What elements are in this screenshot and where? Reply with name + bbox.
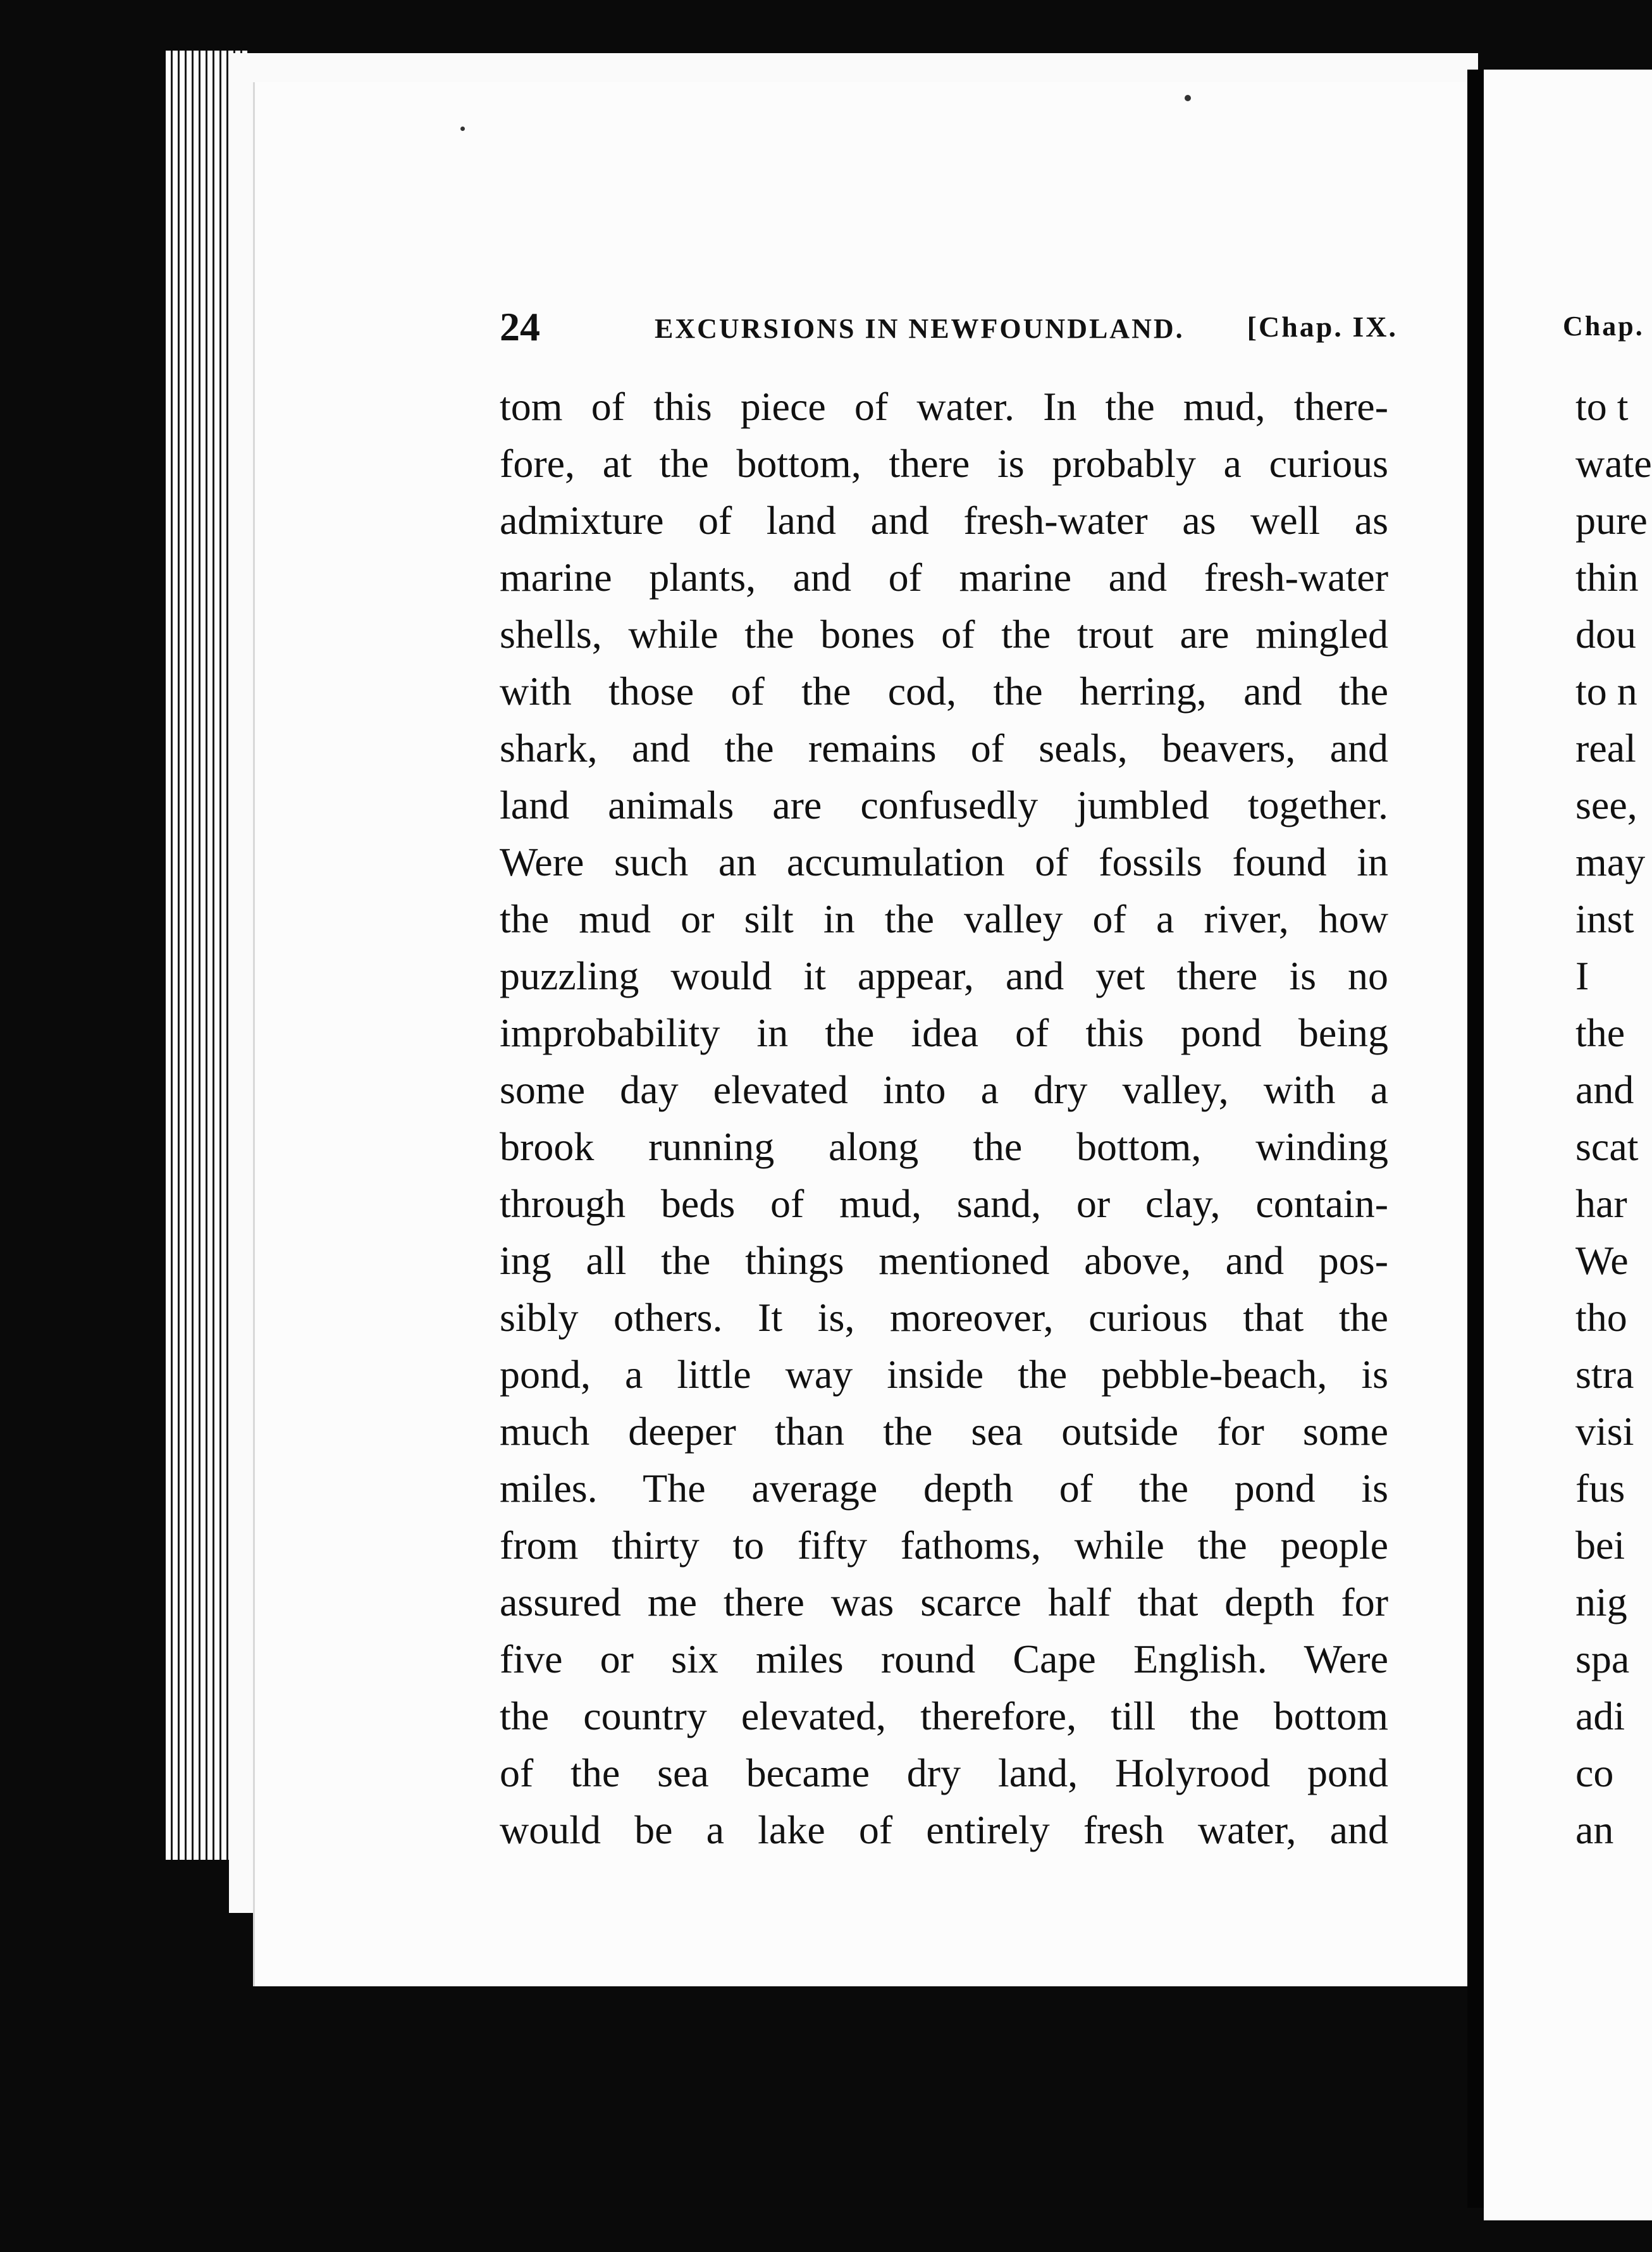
text-line: Were such an accumulation of fossils found in [500, 839, 1388, 884]
text-line-fragment: co [1575, 1750, 1614, 1795]
text-line: shells, while the bones of the trout are mingled [500, 612, 1388, 657]
text-line: with those of the cod, the herring, and the [500, 669, 1388, 714]
text-line: some day elevated into a dry valley, with a [500, 1067, 1388, 1112]
text-line-fragment: We [1575, 1238, 1629, 1283]
text-line: much deeper than the sea outside for some [500, 1409, 1388, 1454]
page-header [500, 304, 1398, 349]
book-gutter [1467, 70, 1484, 2208]
running-title: EXCURSIONS IN NEWFOUNDLAND. [655, 313, 1185, 344]
text-line-fragment: may [1575, 839, 1646, 884]
text-line: pond, a little way inside the pebble-beach, is [500, 1352, 1388, 1397]
text-line-fragment: stra [1575, 1352, 1634, 1397]
text-line-fragment: spa [1575, 1636, 1630, 1681]
text-line-fragment: visi [1575, 1409, 1634, 1454]
text-line: ing all the things mentioned above, and pos- [500, 1238, 1388, 1283]
text-line: of the sea became dry land, Holyrood pond [500, 1750, 1388, 1795]
text-line: tom of this piece of water. In the mud, there- [500, 384, 1388, 429]
text-line: brook running along the bottom, winding [500, 1124, 1388, 1169]
body-text [500, 378, 1388, 1859]
text-line-fragment: wate [1575, 441, 1652, 486]
text-line: five or six miles round Cape English. Were [500, 1636, 1388, 1681]
text-line: the country elevated, therefore, till the bottom [500, 1693, 1388, 1738]
page-number: 24 [500, 304, 540, 349]
text-line-fragment: har [1575, 1181, 1627, 1226]
right-page-header: Chap. [1563, 311, 1644, 342]
text-line: admixture of land and fresh-water as well as [500, 498, 1388, 543]
text-line-fragment: nig [1575, 1580, 1627, 1624]
chapter-label: [Chap. IX. [1247, 311, 1398, 343]
text-line-fragment: adi [1575, 1693, 1625, 1738]
text-line-fragment: tho [1575, 1295, 1627, 1340]
text-line-fragment: the [1575, 1010, 1625, 1055]
text-line: land animals are confusedly jumbled together. [500, 783, 1388, 827]
text-line-fragment: to n [1575, 669, 1637, 714]
text-line: the mud or silt in the valley of a river, how [500, 896, 1388, 941]
text-line: from thirty to fifty fathoms, while the people [500, 1523, 1388, 1568]
text-line: miles. The average depth of the pond is [500, 1466, 1388, 1511]
text-line: improbability in the idea of this pond being [500, 1010, 1388, 1055]
text-line: fore, at the bottom, there is probably a curious [500, 441, 1388, 486]
paper-speck [1185, 95, 1191, 101]
text-line-fragment: bei [1575, 1523, 1625, 1568]
text-line: assured me there was scarce half that depth for [500, 1580, 1388, 1624]
right-page-text [1575, 378, 1652, 1859]
text-line: shark, and the remains of seals, beavers, and [500, 726, 1388, 770]
text-line-fragment: I [1575, 953, 1589, 998]
text-line-fragment: inst [1575, 896, 1634, 941]
text-line: puzzling would it appear, and yet there is no [500, 953, 1388, 998]
text-line-fragment: thin [1575, 555, 1639, 600]
text-line: would be a lake of entirely fresh water, and [500, 1807, 1388, 1852]
text-line-fragment: to t [1575, 384, 1629, 429]
text-line-fragment: see, [1575, 783, 1637, 827]
text-line-fragment: real [1575, 726, 1636, 770]
text-line-fragment: scat [1575, 1124, 1639, 1169]
text-line-fragment: an [1575, 1807, 1614, 1852]
text-line-fragment: and [1575, 1067, 1634, 1112]
paper-speck [460, 127, 465, 131]
text-line-fragment: pure [1575, 498, 1648, 543]
text-line-fragment: fus [1575, 1466, 1625, 1511]
text-line: sibly others. It is, moreover, curious that the [500, 1295, 1388, 1340]
text-line: through beds of mud, sand, or clay, contain- [500, 1181, 1388, 1226]
right-page [1484, 70, 1652, 2220]
text-line-fragment: dou [1575, 612, 1636, 657]
text-line: marine plants, and of marine and fresh-water [500, 555, 1388, 600]
